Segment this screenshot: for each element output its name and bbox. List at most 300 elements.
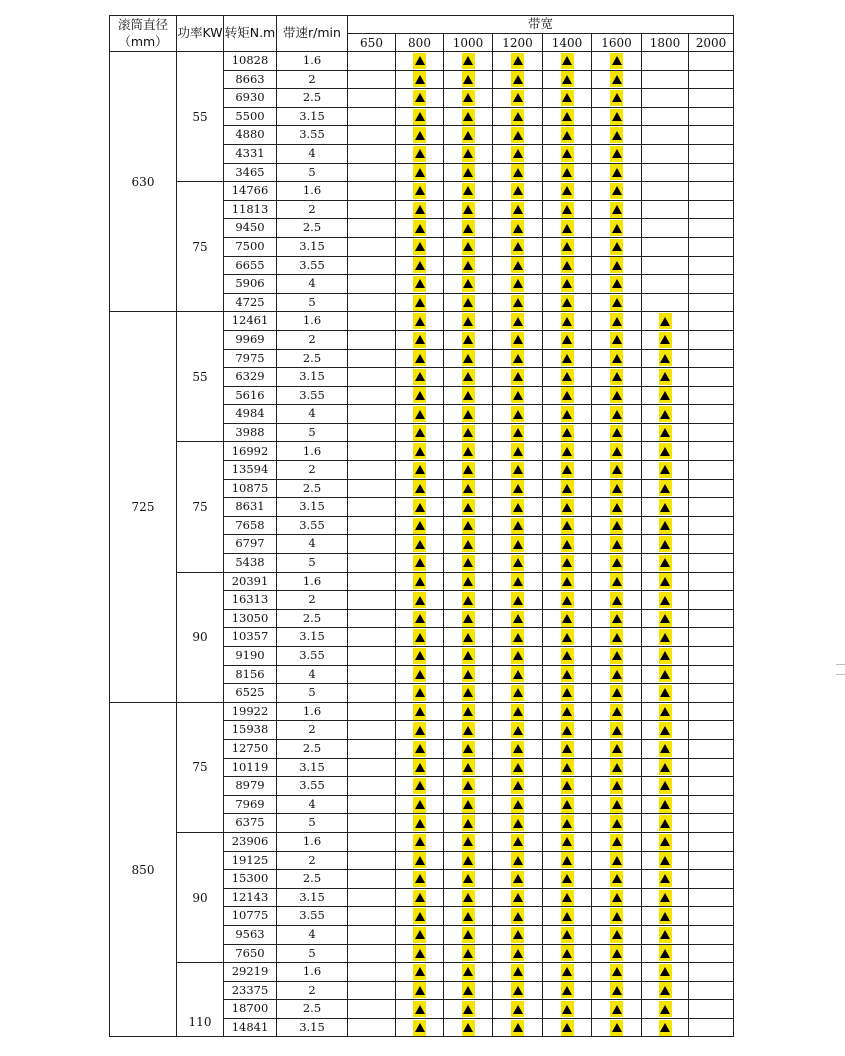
width-cell: [642, 758, 689, 777]
triangle-marker-icon: [511, 313, 524, 329]
triangle-marker-icon: [511, 350, 524, 366]
speed-cell: 2.5: [277, 609, 348, 628]
triangle-marker-icon: [659, 462, 672, 478]
triangle-marker-icon: [462, 592, 475, 608]
torque-cell: 6930: [224, 89, 277, 108]
width-cell: [348, 591, 396, 610]
triangle-marker-icon: [561, 1020, 574, 1036]
triangle-marker-icon: [511, 1001, 524, 1017]
width-cell: [689, 535, 734, 554]
triangle-marker-icon: [610, 183, 623, 199]
width-cell: [396, 182, 444, 201]
triangle-marker-icon: [659, 666, 672, 682]
torque-cell: 5438: [224, 554, 277, 573]
triangle-marker-icon: [561, 164, 574, 180]
width-cell: [689, 907, 734, 926]
width-cell: [396, 814, 444, 833]
triangle-marker-icon: [659, 592, 672, 608]
width-cell: [444, 442, 493, 461]
torque-cell: 6655: [224, 256, 277, 275]
width-cell: [592, 888, 642, 907]
triangle-marker-icon: [462, 220, 475, 236]
triangle-marker-icon: [610, 1001, 623, 1017]
triangle-marker-icon: [511, 927, 524, 943]
width-cell: [348, 182, 396, 201]
triangle-marker-icon: [610, 592, 623, 608]
triangle-marker-icon: [610, 239, 623, 255]
triangle-marker-icon: [610, 295, 623, 311]
width-cell: [592, 963, 642, 982]
torque-cell: 18700: [224, 1000, 277, 1019]
width-cell: [642, 349, 689, 368]
power-cell: 110: [177, 963, 224, 1037]
width-cell: [642, 368, 689, 387]
width-cell: [348, 219, 396, 238]
torque-cell: 7969: [224, 795, 277, 814]
width-cell: [348, 944, 396, 963]
triangle-marker-icon: [610, 313, 623, 329]
triangle-marker-icon: [610, 982, 623, 998]
speed-cell: 5: [277, 293, 348, 312]
width-cell: [592, 870, 642, 889]
width-cell: [348, 349, 396, 368]
width-cell: [493, 52, 543, 71]
width-cell: [396, 312, 444, 331]
width-cell: [592, 461, 642, 480]
width-cell: [444, 461, 493, 480]
spec-table: [109, 15, 734, 1037]
width-cell: [689, 721, 734, 740]
triangle-marker-icon: [462, 1001, 475, 1017]
triangle-marker-icon: [413, 146, 426, 162]
torque-cell: 13050: [224, 609, 277, 628]
triangle-marker-icon: [561, 704, 574, 720]
width-cell: [543, 944, 592, 963]
width-cell: [493, 702, 543, 721]
triangle-marker-icon: [413, 834, 426, 850]
speed-cell: 4: [277, 275, 348, 294]
width-cell: [592, 293, 642, 312]
triangle-marker-icon: [659, 1020, 672, 1036]
torque-cell: 10875: [224, 479, 277, 498]
torque-cell: 23906: [224, 832, 277, 851]
width-cell: [592, 163, 642, 182]
width-cell: [642, 405, 689, 424]
width-cell: [396, 368, 444, 387]
power-cell: 55: [177, 312, 224, 442]
triangle-marker-icon: [610, 611, 623, 627]
width-cell: [444, 256, 493, 275]
width-cell: [444, 163, 493, 182]
triangle-marker-icon: [413, 220, 426, 236]
speed-cell: 5: [277, 163, 348, 182]
torque-cell: 19125: [224, 851, 277, 870]
triangle-marker-icon: [659, 313, 672, 329]
width-cell: [543, 368, 592, 387]
width-cell: [444, 89, 493, 108]
width-cell: [689, 739, 734, 758]
header-width-cell: 1000: [444, 34, 493, 52]
triangle-marker-icon: [413, 499, 426, 515]
width-cell: [642, 163, 689, 182]
triangle-marker-icon: [561, 518, 574, 534]
width-cell: [543, 684, 592, 703]
power-cell: 90: [177, 832, 224, 962]
triangle-marker-icon: [610, 778, 623, 794]
speed-cell: 2: [277, 721, 348, 740]
width-cell: [348, 330, 396, 349]
triangle-marker-icon: [462, 852, 475, 868]
header-power: 功率KW: [177, 16, 224, 52]
torque-cell: 7658: [224, 516, 277, 535]
width-cell: [493, 312, 543, 331]
width-cell: [642, 721, 689, 740]
width-cell: [642, 423, 689, 442]
width-cell: [642, 647, 689, 666]
width-cell: [689, 349, 734, 368]
triangle-marker-icon: [561, 220, 574, 236]
triangle-marker-icon: [511, 704, 524, 720]
triangle-marker-icon: [610, 852, 623, 868]
width-cell: [689, 219, 734, 238]
triangle-marker-icon: [610, 704, 623, 720]
table-row: [110, 312, 734, 331]
triangle-marker-icon: [413, 964, 426, 980]
triangle-marker-icon: [413, 704, 426, 720]
triangle-marker-icon: [561, 462, 574, 478]
width-cell: [396, 386, 444, 405]
triangle-marker-icon: [561, 815, 574, 831]
width-cell: [348, 684, 396, 703]
triangle-marker-icon: [561, 146, 574, 162]
width-cell: [493, 89, 543, 108]
triangle-marker-icon: [561, 1001, 574, 1017]
triangle-marker-icon: [561, 852, 574, 868]
triangle-marker-icon: [610, 332, 623, 348]
triangle-marker-icon: [561, 90, 574, 106]
triangle-marker-icon: [511, 982, 524, 998]
torque-cell: 14841: [224, 1018, 277, 1037]
triangle-marker-icon: [413, 480, 426, 496]
triangle-marker-icon: [462, 387, 475, 403]
width-cell: [444, 944, 493, 963]
triangle-marker-icon: [511, 369, 524, 385]
width-cell: [543, 572, 592, 591]
width-cell: [396, 665, 444, 684]
width-cell: [689, 330, 734, 349]
triangle-marker-icon: [561, 685, 574, 701]
triangle-marker-icon: [659, 332, 672, 348]
width-cell: [689, 293, 734, 312]
triangle-marker-icon: [462, 759, 475, 775]
width-cell: [543, 739, 592, 758]
triangle-marker-icon: [413, 164, 426, 180]
width-cell: [444, 628, 493, 647]
triangle-marker-icon: [610, 350, 623, 366]
triangle-marker-icon: [413, 53, 426, 69]
triangle-marker-icon: [659, 611, 672, 627]
width-cell: [493, 275, 543, 294]
speed-cell: 2: [277, 461, 348, 480]
triangle-marker-icon: [561, 127, 574, 143]
torque-cell: 20391: [224, 572, 277, 591]
triangle-marker-icon: [413, 313, 426, 329]
width-cell: [396, 163, 444, 182]
width-cell: [642, 981, 689, 1000]
width-cell: [396, 479, 444, 498]
torque-cell: 11813: [224, 200, 277, 219]
width-cell: [642, 684, 689, 703]
width-cell: [444, 963, 493, 982]
width-cell: [592, 665, 642, 684]
triangle-marker-icon: [511, 387, 524, 403]
triangle-marker-icon: [511, 815, 524, 831]
width-cell: [642, 516, 689, 535]
width-cell: [592, 182, 642, 201]
width-cell: [348, 981, 396, 1000]
width-cell: [642, 944, 689, 963]
triangle-marker-icon: [610, 53, 623, 69]
width-cell: [592, 1018, 642, 1037]
width-cell: [543, 907, 592, 926]
width-cell: [396, 572, 444, 591]
width-cell: [493, 293, 543, 312]
width-cell: [592, 535, 642, 554]
triangle-marker-icon: [561, 648, 574, 664]
triangle-marker-icon: [561, 313, 574, 329]
width-cell: [444, 1000, 493, 1019]
triangle-marker-icon: [413, 127, 426, 143]
width-cell: [444, 182, 493, 201]
width-cell: [543, 591, 592, 610]
width-cell: [592, 795, 642, 814]
triangle-marker-icon: [413, 722, 426, 738]
triangle-marker-icon: [659, 1001, 672, 1017]
speed-cell: 1.6: [277, 52, 348, 71]
triangle-marker-icon: [511, 53, 524, 69]
width-cell: [348, 628, 396, 647]
width-cell: [348, 163, 396, 182]
width-cell: [592, 832, 642, 851]
triangle-marker-icon: [610, 257, 623, 273]
width-cell: [444, 684, 493, 703]
width-cell: [689, 944, 734, 963]
triangle-marker-icon: [561, 759, 574, 775]
width-cell: [444, 870, 493, 889]
width-cell: [348, 144, 396, 163]
width-cell: [444, 535, 493, 554]
width-cell: [396, 405, 444, 424]
width-cell: [543, 330, 592, 349]
width-cell: [493, 777, 543, 796]
torque-cell: 8979: [224, 777, 277, 796]
torque-cell: 7650: [224, 944, 277, 963]
width-cell: [642, 275, 689, 294]
table-row: [110, 832, 734, 851]
width-cell: [493, 739, 543, 758]
width-cell: [444, 126, 493, 145]
width-cell: [592, 423, 642, 442]
triangle-marker-icon: [610, 462, 623, 478]
width-cell: [642, 1018, 689, 1037]
torque-cell: 23375: [224, 981, 277, 1000]
width-cell: [592, 368, 642, 387]
torque-cell: 8663: [224, 70, 277, 89]
width-cell: [592, 554, 642, 573]
speed-cell: 2: [277, 70, 348, 89]
width-cell: [543, 498, 592, 517]
triangle-marker-icon: [610, 555, 623, 571]
triangle-marker-icon: [462, 499, 475, 515]
triangle-marker-icon: [413, 1001, 426, 1017]
triangle-marker-icon: [413, 332, 426, 348]
width-cell: [543, 107, 592, 126]
width-cell: [689, 628, 734, 647]
width-cell: [592, 219, 642, 238]
triangle-marker-icon: [462, 573, 475, 589]
width-cell: [493, 609, 543, 628]
width-cell: [592, 516, 642, 535]
triangle-marker-icon: [610, 797, 623, 813]
width-cell: [543, 70, 592, 89]
width-cell: [493, 721, 543, 740]
table-row: [110, 442, 734, 461]
width-cell: [689, 870, 734, 889]
torque-cell: 10119: [224, 758, 277, 777]
triangle-marker-icon: [511, 127, 524, 143]
speed-cell: 2: [277, 851, 348, 870]
width-cell: [444, 144, 493, 163]
triangle-marker-icon: [561, 443, 574, 459]
triangle-marker-icon: [610, 387, 623, 403]
width-cell: [642, 795, 689, 814]
triangle-marker-icon: [659, 350, 672, 366]
width-cell: [592, 721, 642, 740]
triangle-marker-icon: [511, 462, 524, 478]
torque-cell: 5906: [224, 275, 277, 294]
width-cell: [493, 256, 543, 275]
width-cell: [444, 795, 493, 814]
triangle-marker-icon: [511, 183, 524, 199]
triangle-marker-icon: [462, 908, 475, 924]
width-cell: [444, 330, 493, 349]
torque-cell: 12750: [224, 739, 277, 758]
triangle-marker-icon: [413, 183, 426, 199]
width-cell: [689, 572, 734, 591]
triangle-marker-icon: [413, 666, 426, 682]
width-cell: [689, 275, 734, 294]
speed-cell: 2: [277, 591, 348, 610]
triangle-marker-icon: [413, 350, 426, 366]
triangle-marker-icon: [462, 871, 475, 887]
width-cell: [348, 200, 396, 219]
width-cell: [543, 163, 592, 182]
width-cell: [543, 981, 592, 1000]
width-cell: [493, 1018, 543, 1037]
width-cell: [689, 795, 734, 814]
triangle-marker-icon: [610, 815, 623, 831]
triangle-marker-icon: [610, 127, 623, 143]
width-cell: [642, 851, 689, 870]
width-cell: [348, 702, 396, 721]
speed-cell: 2.5: [277, 1000, 348, 1019]
speed-cell: 3.15: [277, 628, 348, 647]
width-cell: [689, 163, 734, 182]
width-cell: [592, 739, 642, 758]
width-cell: [642, 70, 689, 89]
width-cell: [348, 498, 396, 517]
triangle-marker-icon: [462, 927, 475, 943]
speed-cell: 3.15: [277, 368, 348, 387]
triangle-marker-icon: [561, 369, 574, 385]
triangle-marker-icon: [511, 499, 524, 515]
triangle-marker-icon: [659, 945, 672, 961]
header-width-cell: 1200: [493, 34, 543, 52]
torque-cell: 6797: [224, 535, 277, 554]
diameter-cell: 850: [110, 702, 177, 1037]
torque-cell: 9969: [224, 330, 277, 349]
triangle-marker-icon: [610, 276, 623, 292]
triangle-marker-icon: [659, 704, 672, 720]
width-cell: [348, 70, 396, 89]
width-cell: [396, 107, 444, 126]
triangle-marker-icon: [610, 146, 623, 162]
width-cell: [689, 1018, 734, 1037]
torque-cell: 6329: [224, 368, 277, 387]
header-belt-width: 带宽: [348, 16, 734, 34]
width-cell: [543, 237, 592, 256]
speed-cell: 1.6: [277, 572, 348, 591]
width-cell: [543, 888, 592, 907]
triangle-marker-icon: [561, 741, 574, 757]
triangle-marker-icon: [561, 834, 574, 850]
width-cell: [493, 144, 543, 163]
triangle-marker-icon: [659, 964, 672, 980]
triangle-marker-icon: [511, 834, 524, 850]
width-cell: [396, 628, 444, 647]
speed-cell: 1.6: [277, 963, 348, 982]
width-cell: [543, 442, 592, 461]
width-cell: [396, 702, 444, 721]
speed-cell: 3.15: [277, 107, 348, 126]
width-cell: [493, 442, 543, 461]
triangle-marker-icon: [462, 741, 475, 757]
width-cell: [348, 275, 396, 294]
width-cell: [543, 423, 592, 442]
width-cell: [642, 126, 689, 145]
torque-cell: 5500: [224, 107, 277, 126]
triangle-marker-icon: [659, 834, 672, 850]
width-cell: [543, 479, 592, 498]
triangle-marker-icon: [561, 425, 574, 441]
triangle-marker-icon: [659, 387, 672, 403]
speed-cell: 2: [277, 200, 348, 219]
width-cell: [348, 739, 396, 758]
triangle-marker-icon: [610, 518, 623, 534]
width-cell: [592, 479, 642, 498]
speed-cell: 5: [277, 814, 348, 833]
torque-cell: 5616: [224, 386, 277, 405]
triangle-marker-icon: [561, 239, 574, 255]
width-cell: [348, 851, 396, 870]
triangle-marker-icon: [561, 908, 574, 924]
width-cell: [493, 795, 543, 814]
width-cell: [493, 572, 543, 591]
width-cell: [642, 1000, 689, 1019]
width-cell: [689, 368, 734, 387]
triangle-marker-icon: [511, 164, 524, 180]
triangle-marker-icon: [462, 90, 475, 106]
